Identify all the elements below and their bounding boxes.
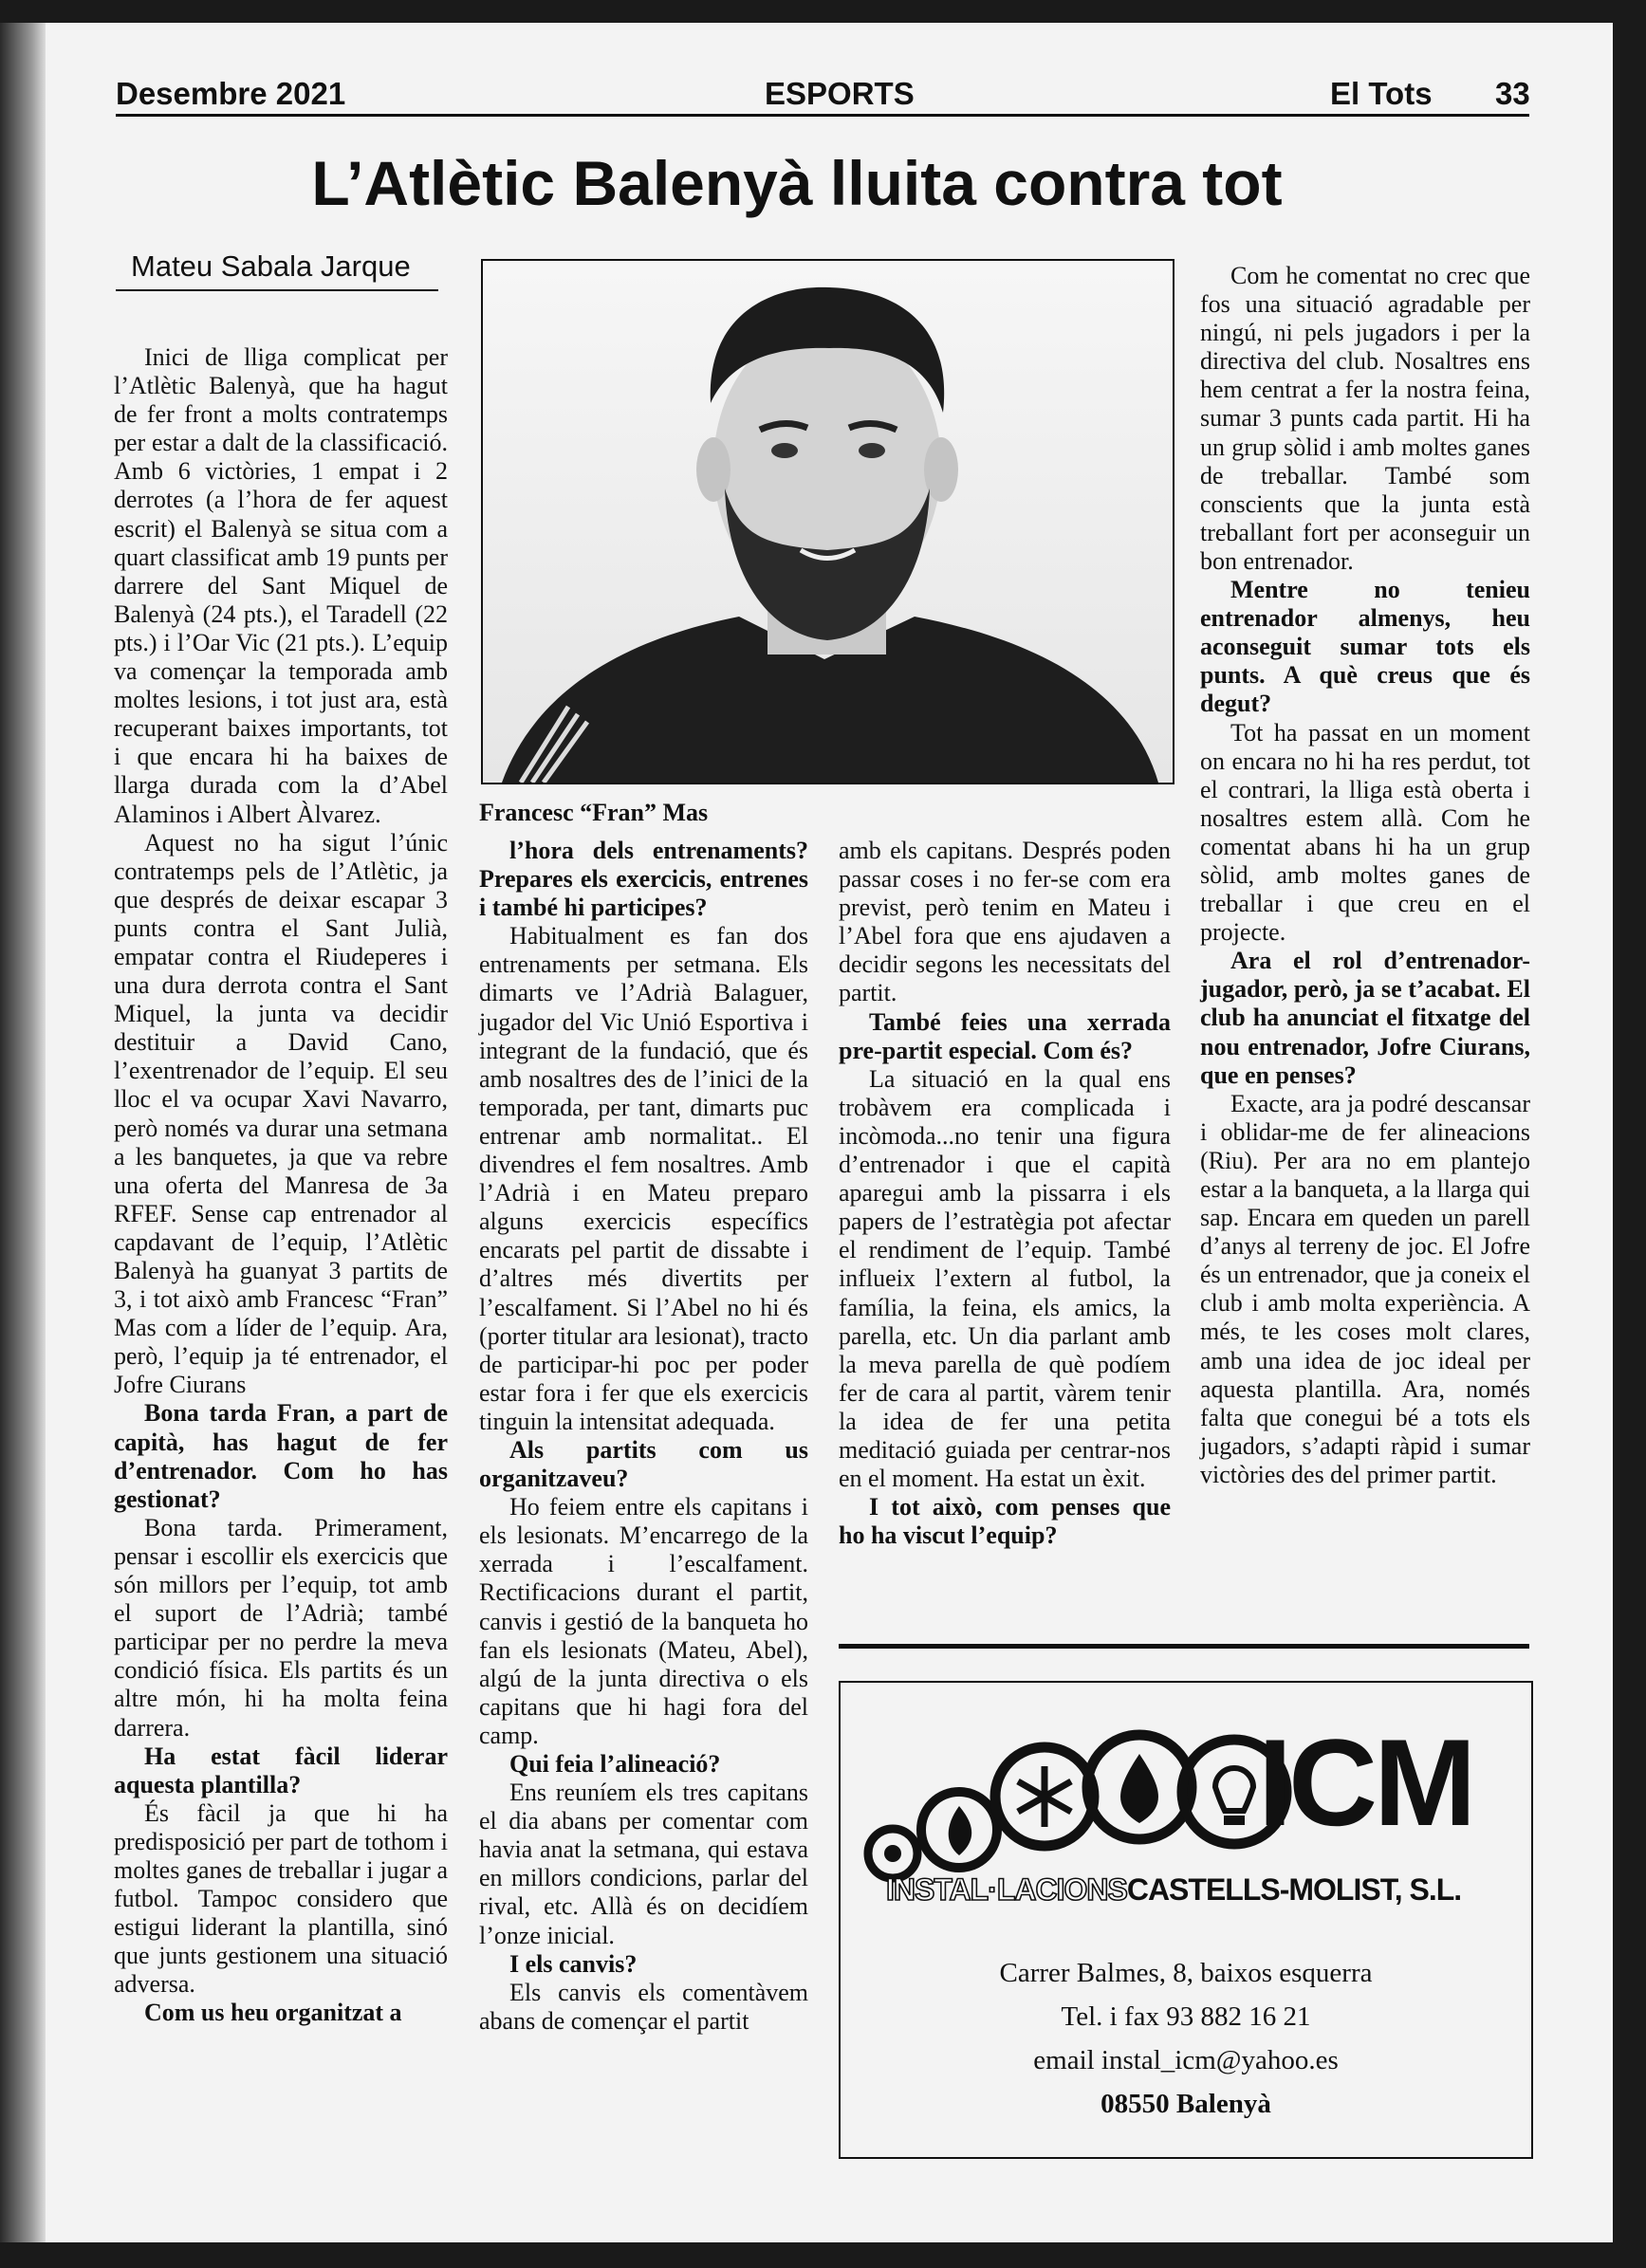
ad-phone: Tel. i fax 93 882 16 21 [1061,2001,1311,2032]
interview-question: I tot això, com penses que ho ha viscut l’equip? [839,1493,1171,1550]
interview-question: Mentre no tenieu entrenador almenys, heu aconseguit sumar tots els punts. A què creus que és degut? [1200,576,1530,718]
article-paragraph: Aquest no ha sigut l’únic contratemps pels de l’Atlètic, ja que després de deixar escapar 3 punts contra el Sant Julià, empatar contra el Riudeperes i una dura derrota contra el Sant Miquel, la junta va decidir destituir a David Cano, l’exentrenador de l’equip. El seu lloc el va ocupar Xavi Navarro, però només va durar una setmana a les banquetes, ja que va rebre una oferta del Manresa de 3a RFEF. Sense cap entrenador al capdavant de l’equip, l’Atlètic Balenyà ha guanyat 3 partits de 3, i tot això amb Francesc “Fran” Mas com a líder de l’equip. Ara, però, l’equip ja té entrenador, el Jofre Ciurans [114,828,448,1399]
article-paragraph: La situació en la qual ens trobàvem era complicada i incòmoda...no tenir una figura d’entrenador i que el capità aparegui amb la pissarra i els papers de l’estratègia pot afectar el rendiment de l’equip. També influeix l’extern al futbol, la família, la feina, els amics, la parella, etc. Un dia parlant amb la meva parella de què podíem fer de cara al partit, vàrem tenir la idea de fer una petita meditació guiada per centrar-nos en el moment. Ha estat un èxit. [839,1064,1171,1493]
interview-question: Als partits com us organitzaveu? [479,1435,808,1493]
page-number: 33 [1495,76,1530,111]
article-paragraph: Tot ha passat en un moment on encara no hi ha res perdut, tot el contrari, la lliga està oberta i nosaltres estem allà. Com he comentat abans hi ha un grup sòlid, amb moltes ganes de treballar i que creu en el projecte. [1200,718,1530,947]
article-column-2 [479,837,808,2036]
article-paragraph: Ens reuníem els tres capitans el dia abans per comentar com havia anat la setmana, qui estava en millors condicions, parlar del rival, etc. Allà és on decidíem l’onze inicial. [479,1779,808,1949]
article-column-3 [839,837,1171,1550]
logo-icm-text: ICM [1258,1713,1473,1852]
interview-question: Ha estat fàcil liderar aquesta plantilla? [114,1742,448,1798]
interview-question: També feies una xerrada pre-partit especial. Com és? [839,1007,1171,1064]
advertisement [839,1681,1533,2159]
interview-question: Qui feia l’alineació? [509,1750,721,1778]
company-name [886,1872,1461,1908]
article-title: L’Atlètic Balenyà lluita contra tot [311,148,1283,218]
page-fold-shadow [0,23,46,2242]
article-paragraph: Ho feiem entre els capitans i els lesionats. M’encarrego de la xerrada i l’escalfament. Rectificacions durant el partit, canvis i gestió de la banqueta ho fan els lesionats (Mateu, Abel), algú de la junta directiva o els capitans que hi hagi fora del camp. [479,1493,808,1749]
company-name-left: INSTAL·LACIONS [886,1872,1127,1907]
article-column-4 [1200,262,1530,1489]
ad-top-rule [839,1644,1529,1649]
article-paragraph: Habitualment es fan dos entrenaments per setmana. Els dimarts ve l’Adrià Balaguer, jugador del Vic Unió Esportiva i integrant de la fundació, que és amb nosaltres des de l’inici de la temporada, per tant, dimarts puc entrenar amb normalitat.. El divendres el fem nosaltres. Amb l’Adrià i en Mateu preparo alguns exercicis específics encarats pel partit de dissabte i d’altres més divertits per l’escalfament. Si l’Abel no hi és (porter titular ara lesionat), tracto de participar-hi poc per poder estar fora i fer que els exercicis tinguin la intensitat adequada. [479,922,808,1435]
photo-caption: Francesc “Fran” Mas [479,799,709,826]
article-paragraph: És fàcil ja que hi ha predisposició per part de tothom i moltes ganes de treballar i jugar a futbol. Tampoc considero que estigui liderant la plantilla, sinó que junts gestionem una situació adversa. [114,1798,448,1999]
article-paragraph: Els canvis els comentàvem abans de començar el partit [479,1978,808,2035]
author-rule [116,289,438,291]
publication-name: El Tots [1330,76,1433,111]
article-paragraph: Exacte, ara ja podré descansar i oblidar-me de fer alineacions (Riu). Per ara no em plantejo estar a la banqueta, a la llarga qui sap. Encara em queden un parell d’anys al terreny de joc. El Jofre és un entrenador, que ja coneix el club i amb molta experiència. A més, te les coses molt clares, amb una idea de joc ideal per aquesta plantilla. Ara, només falta que conegui bé a tots els jugadors, s’adapti ràpid i sumar victòries des del primer partit. [1200,1089,1530,1488]
interview-question: I els canvis? [509,1949,638,1978]
interview-question: Bona tarda Fran, a part de capità, has hagut de fer d’entrenador. Com ho has gestionat? [114,1399,448,1513]
interview-question: Com us heu organitzat a [144,1999,402,2027]
article-paragraph: Inici de lliga complicat per l’Atlètic Balenyà, que ha hagut de fer front a molts contratemps per estar a dalt de la classificació. Amb 6 victòries, 1 empat i 2 derrotes (a l’hora de fer aquest escrit) el Balenyà se situa com a quart classificat amb 19 punts per darrere del Sant Miquel de Balenyà (24 pts.), el Taradell (22 pts.) i l’Oar Vic (21 pts.). L’equip va començar la temporada amb moltes lesions, i tot just ara, està recuperant baixes importants, tot i que encara hi ha baixes de llarga durada com la d’Abel Alaminos i Albert Àlvarez. [114,343,448,828]
article-paragraph: Com he comentat no crec que fos una situació agradable per ningú, ni pels jugadors i per la directiva del club. Nosaltres ens hem centrat a fer la nostra feina, sumar 3 punts cada partit. Hi ha un grup sòlid i amb moltes ganes de treballar. També som conscients que la junta està treballant fort per aconseguir un bon entrenador. [1200,262,1530,575]
portrait-illustration [483,261,1173,783]
issue-date: Desembre 2021 [116,76,346,111]
ad-address: Carrer Balmes, 8, baixos esquerra [999,1958,1373,1988]
ad-postal-code: 08550 Balenyà [1100,2089,1271,2119]
article-column-1 [114,343,448,2028]
article-paragraph: amb els capitans. Després poden passar coses i no fer-se com era previst, però tenim en Mateu i l’Abel fora que ens ajudaven a decidir segons les necessitats del partit. [839,837,1171,1007]
article-paragraph: Bona tarda. Primerament, pensar i escollir els exercicis que són millors per l’equip, tot amb el suport de l’Adrià; també participar per no perdre la meva condició física. Els partits és un altre món, hi ha molta feina darrera. [114,1513,448,1742]
article-author: Mateu Sabala Jarque [131,249,411,283]
ad-email: email instal_icm@yahoo.es [1033,2045,1339,2075]
header-rule [116,114,1529,117]
interview-question: l’hora dels entrenaments? Prepares els exercicis, entrenes i també hi participes? [479,837,808,922]
section-name: ESPORTS [765,76,915,111]
interview-question: Ara el rol d’entrenador-jugador, però, ja se t’acabat. El club ha anunciat el fitxatge del nou entrenador, Jofre Ciurans, que en penses? [1200,947,1530,1089]
company-name-right: CASTELLS-MOLIST, S.L. [1126,1872,1462,1907]
portrait-photo [481,259,1174,784]
